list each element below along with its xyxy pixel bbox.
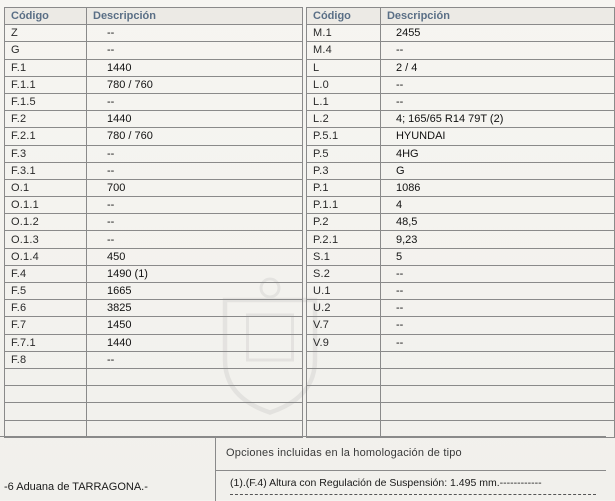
table-row [5, 197, 303, 214]
table-row [5, 300, 303, 317]
cell-code: U.2 [307, 300, 381, 317]
table-row [5, 76, 303, 93]
cell-description: 1665 [87, 283, 303, 300]
cell-code: F.5 [5, 283, 87, 300]
cell-description: 780 / 760 [87, 76, 303, 93]
table-row [5, 248, 303, 265]
table-row [5, 59, 303, 76]
cell-code: F.1.1 [5, 76, 87, 93]
table-row [307, 386, 615, 403]
table-row [307, 231, 615, 248]
cell-code: O.1.3 [5, 231, 87, 248]
cell-description: 48,5 [380, 214, 614, 231]
table-row [5, 128, 303, 145]
column-header-code: Código [5, 8, 87, 25]
options-title: Opciones incluidas en la homologación de tipo [226, 447, 462, 459]
cell-description: -- [380, 265, 614, 282]
table-row [5, 231, 303, 248]
left-table-header [5, 8, 303, 25]
cell-code [5, 368, 87, 385]
table-row [5, 42, 303, 59]
cell-description: -- [87, 25, 303, 42]
table-row [307, 128, 615, 145]
table-row [307, 59, 615, 76]
cell-description: G [380, 162, 614, 179]
table-row [307, 403, 615, 420]
right-data-table [306, 7, 615, 438]
cell-code: V.7 [307, 317, 381, 334]
cell-description: 1086 [380, 179, 614, 196]
table-row [5, 145, 303, 162]
table-row [5, 265, 303, 282]
cell-code: P.1.1 [307, 197, 381, 214]
cell-code [307, 386, 381, 403]
right-table-header [307, 8, 615, 25]
cell-description [380, 368, 614, 385]
cell-description: -- [87, 42, 303, 59]
cell-description: 780 / 760 [87, 128, 303, 145]
table-row [307, 93, 615, 110]
table-row [5, 386, 303, 403]
options-divider [216, 470, 606, 471]
table-row [5, 162, 303, 179]
cell-description: 1490 (1) [87, 265, 303, 282]
cell-description: 2455 [380, 25, 614, 42]
cell-description: 1440 [87, 59, 303, 76]
table-row [5, 351, 303, 368]
cell-description: HYUNDAI [380, 128, 614, 145]
table-row [307, 25, 615, 42]
column-header-description: Descripción [87, 8, 303, 25]
table-row [307, 420, 615, 437]
cell-code: P.5 [307, 145, 381, 162]
cell-code: S.1 [307, 248, 381, 265]
cell-code: O.1.4 [5, 248, 87, 265]
cell-code [307, 420, 381, 437]
cell-description [380, 386, 614, 403]
cell-description [87, 386, 303, 403]
table-row [307, 179, 615, 196]
table-row [5, 368, 303, 385]
cell-code: Z [5, 25, 87, 42]
cell-description [87, 368, 303, 385]
cell-code [5, 420, 87, 437]
table-row [307, 317, 615, 334]
options-section [215, 436, 606, 501]
cell-description: -- [380, 334, 614, 351]
cell-code: F.7.1 [5, 334, 87, 351]
cell-code: F.1 [5, 59, 87, 76]
table-row [307, 76, 615, 93]
cell-description: 2 / 4 [380, 59, 614, 76]
dashed-rule [230, 494, 596, 495]
cell-code: F.3 [5, 145, 87, 162]
cell-description: 4 [380, 197, 614, 214]
table-row [5, 25, 303, 42]
table-row [307, 351, 615, 368]
cell-code: L.2 [307, 111, 381, 128]
cell-description: -- [87, 351, 303, 368]
table-row [5, 283, 303, 300]
cell-description: 700 [87, 179, 303, 196]
cell-code [5, 403, 87, 420]
cell-description: -- [380, 283, 614, 300]
cell-code: F.1.5 [5, 93, 87, 110]
cell-description: -- [87, 197, 303, 214]
cell-description: -- [380, 317, 614, 334]
cell-description: -- [380, 93, 614, 110]
cell-description [380, 403, 614, 420]
cell-code: M.4 [307, 42, 381, 59]
cell-code: L [307, 59, 381, 76]
cell-description: 5 [380, 248, 614, 265]
cell-description: 4; 165/65 R14 79T (2) [380, 111, 614, 128]
table-row [307, 197, 615, 214]
cell-description [380, 351, 614, 368]
table-row [5, 179, 303, 196]
cell-code: O.1.2 [5, 214, 87, 231]
footer-divider [0, 436, 215, 437]
cell-description: 1440 [87, 334, 303, 351]
cell-code: O.1.1 [5, 197, 87, 214]
cell-description: -- [87, 214, 303, 231]
cell-description: -- [87, 93, 303, 110]
cell-code: F.4 [5, 265, 87, 282]
cell-code: F.2.1 [5, 128, 87, 145]
cell-code: U.1 [307, 283, 381, 300]
cell-code [5, 386, 87, 403]
cell-code [307, 351, 381, 368]
column-header-code: Código [307, 8, 381, 25]
cell-code: V.9 [307, 334, 381, 351]
table-row [5, 334, 303, 351]
cell-description: -- [87, 231, 303, 248]
cell-code: L.0 [307, 76, 381, 93]
cell-code: S.2 [307, 265, 381, 282]
cell-description [87, 420, 303, 437]
cell-description: 1450 [87, 317, 303, 334]
customs-note: -6 Aduana de TARRAGONA.- [4, 481, 148, 493]
table-row [307, 214, 615, 231]
table-row [307, 111, 615, 128]
cell-code: F.6 [5, 300, 87, 317]
table-row [307, 248, 615, 265]
cell-code: F.8 [5, 351, 87, 368]
table-row [307, 334, 615, 351]
cell-code [307, 403, 381, 420]
cell-description [380, 420, 614, 437]
table-row [5, 111, 303, 128]
cell-code: P.2 [307, 214, 381, 231]
cell-code: P.5.1 [307, 128, 381, 145]
left-data-table [4, 7, 303, 438]
table-row [307, 145, 615, 162]
cell-description: 1440 [87, 111, 303, 128]
table-row [307, 162, 615, 179]
table-row [5, 214, 303, 231]
cell-description: -- [380, 300, 614, 317]
table-row [5, 403, 303, 420]
cell-code: F.2 [5, 111, 87, 128]
cell-description: -- [87, 145, 303, 162]
options-note: (1).(F.4) Altura con Regulación de Suspensión: 1.495 mm.------------ [230, 477, 542, 489]
cell-code: F.3.1 [5, 162, 87, 179]
cell-code: M.1 [307, 25, 381, 42]
cell-code: O.1 [5, 179, 87, 196]
cell-description: -- [87, 162, 303, 179]
table-row [307, 265, 615, 282]
column-header-description: Descripción [380, 8, 614, 25]
table-row [307, 42, 615, 59]
cell-description: 3825 [87, 300, 303, 317]
cell-code: L.1 [307, 93, 381, 110]
cell-code: P.3 [307, 162, 381, 179]
table-row [5, 93, 303, 110]
cell-description: -- [380, 42, 614, 59]
table-row [307, 368, 615, 385]
table-row [307, 300, 615, 317]
cell-description: -- [380, 76, 614, 93]
cell-description: 4HG [380, 145, 614, 162]
cell-code: G [5, 42, 87, 59]
cell-description: 9,23 [380, 231, 614, 248]
table-row [307, 283, 615, 300]
cell-code [307, 368, 381, 385]
table-row [5, 420, 303, 437]
cell-code: P.2.1 [307, 231, 381, 248]
cell-description [87, 403, 303, 420]
table-row [5, 317, 303, 334]
cell-description: 450 [87, 248, 303, 265]
cell-code: F.7 [5, 317, 87, 334]
cell-code: P.1 [307, 179, 381, 196]
